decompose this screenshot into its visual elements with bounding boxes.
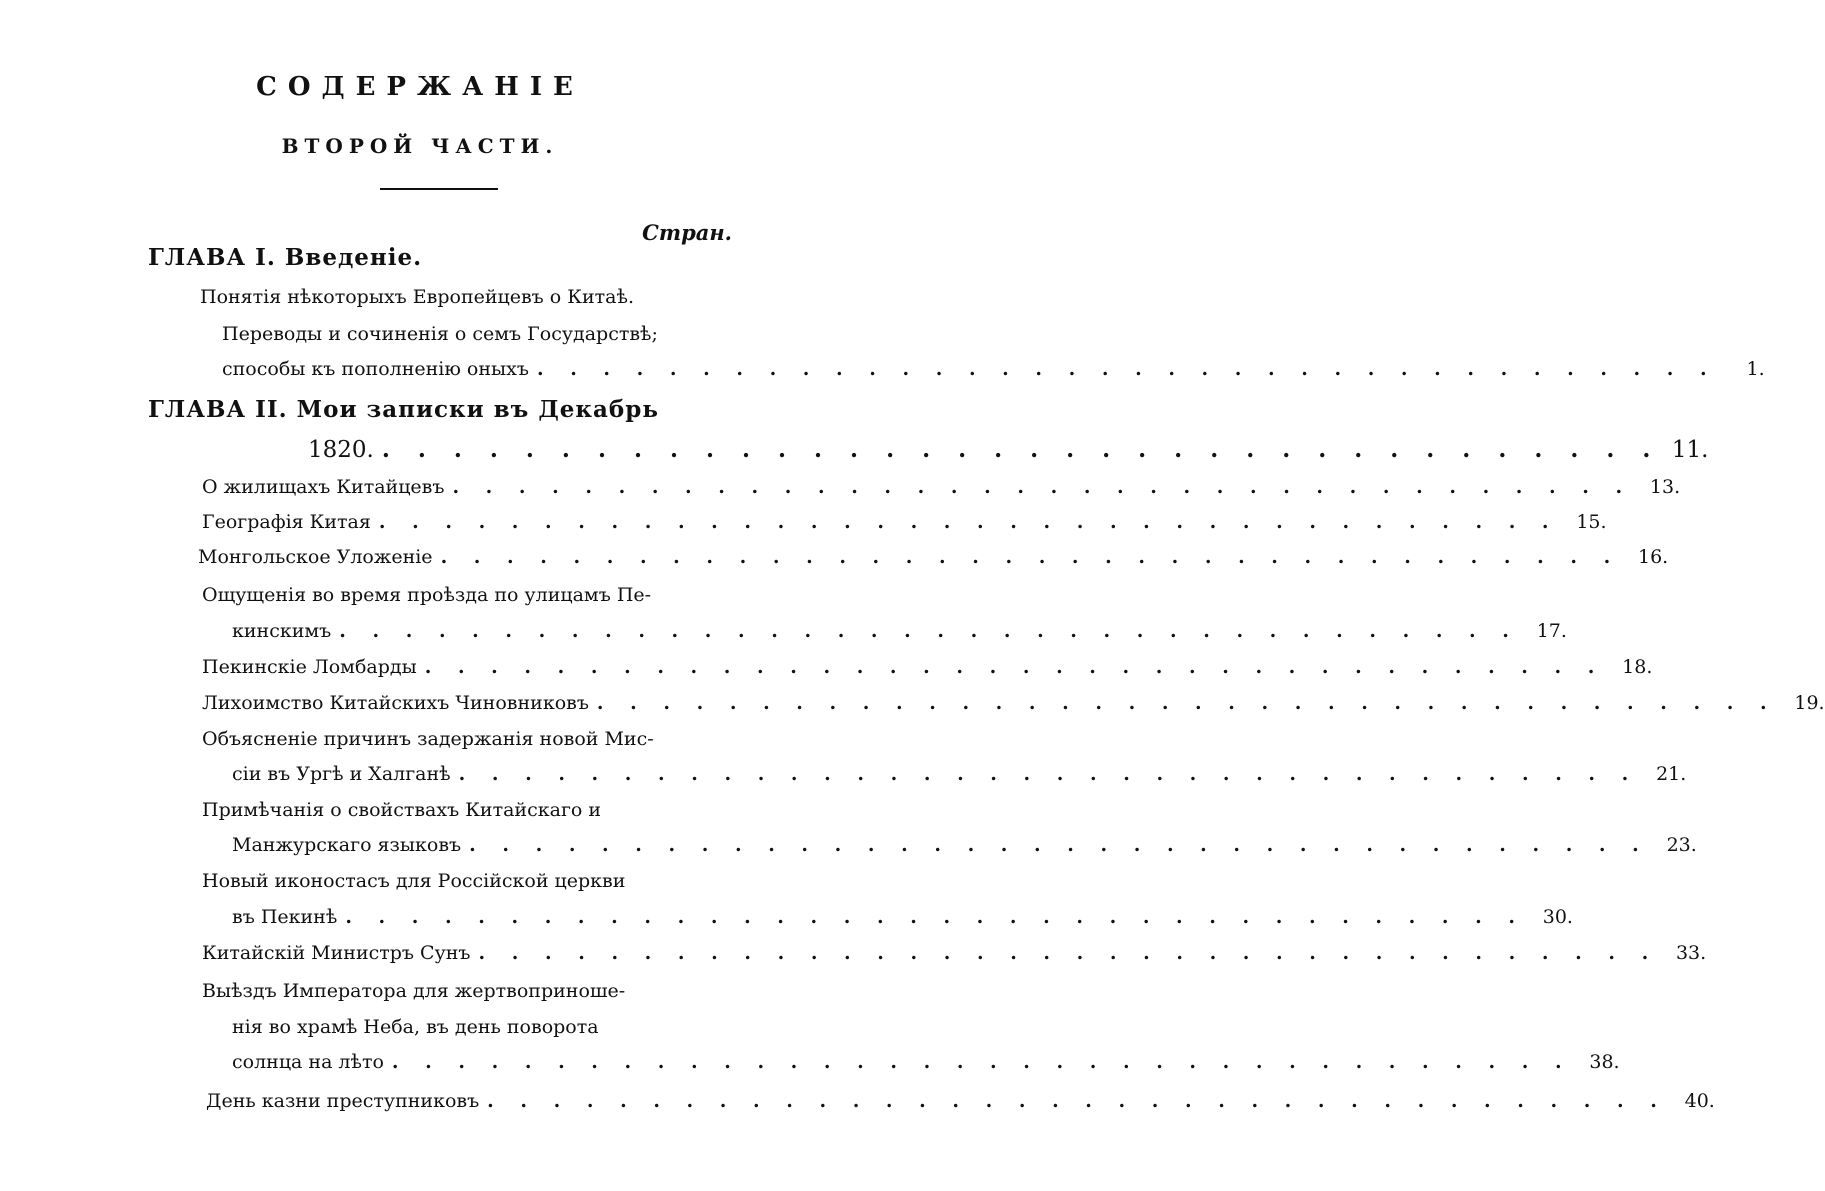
dot-leader: . . . . . . . . . . . . . . . . . . . . . . . . . . . . . . . . . . . . — [478, 942, 1659, 964]
toc-page-number: 19. — [1794, 692, 1825, 714]
chapter-heading — [148, 244, 422, 274]
dot-leader: . . . . . . . . . . . . . . . . . . . . . . . . . . . . . . . . . . . . — [345, 906, 1525, 928]
toc-page-number: 18. — [1622, 656, 1653, 678]
toc-page-number: 16. — [1638, 546, 1669, 568]
chapter-heading — [148, 396, 659, 426]
toc-entry — [202, 584, 651, 614]
toc-entry-text: способы къ пополненію оныхъ — [222, 358, 529, 380]
toc-entry — [200, 286, 634, 316]
toc-page-number: 21. — [1656, 763, 1687, 785]
dot-leader: . . . . . . . . . . . . . . . . . . . . . . . . . . . . . . . . . . . . — [536, 358, 1717, 380]
toc-entry — [232, 620, 1567, 650]
dot-leader: . . . . . . . . . . . . . . . . . . . . . . . . . . . . . . . . . . . . — [339, 620, 1519, 642]
toc-entry-text: Манжурскаго языковъ — [232, 834, 462, 856]
toc-entry — [198, 546, 1669, 576]
toc-page-number: 15. — [1576, 511, 1607, 533]
toc-entry — [202, 476, 1681, 506]
toc-page-number: 17. — [1536, 620, 1567, 642]
toc-entry — [202, 692, 1825, 722]
dot-leader: . . . . . . . . . . . . . . . . . . . . . . . . . . . . . . . . . . . . — [469, 834, 1649, 856]
toc-entry-text: Новый иконостасъ для Россійской церкви — [202, 870, 626, 892]
toc-page-number: 11. — [1671, 437, 1709, 463]
toc-entry — [232, 906, 1573, 936]
toc-subtitle: ВТОРОЙ ЧАСТИ. — [281, 134, 559, 158]
toc-entry — [202, 656, 1653, 686]
toc-entry-text: Монгольское Уложеніе — [198, 546, 433, 568]
toc-entry — [222, 323, 658, 353]
toc-entry — [232, 1016, 599, 1046]
toc-entry — [202, 511, 1607, 541]
toc-page-number: 23. — [1666, 834, 1697, 856]
dot-leader: . . . . . . . . . . . . . . . . . . . . . . . . . . . . . . . . . . . . — [378, 511, 1559, 533]
toc-entry-text: солнца на лѣто — [232, 1051, 384, 1073]
toc-entry-text: Пекинскіе Ломбарды — [202, 656, 417, 678]
toc-entry-text: Понятія нѣкоторыхъ Европейцевъ о Китаѣ. — [200, 286, 634, 308]
toc-entry-text: О жилищахъ Китайцевъ — [202, 476, 445, 498]
toc-entry-text: кинскимъ — [232, 620, 332, 642]
toc-page-number: 38. — [1589, 1051, 1620, 1073]
dot-leader: . . . . . . . . . . . . . . . . . . . . . . . . . . . . . . . . . . . . — [391, 1051, 1572, 1073]
dot-leader: . . . . . . . . . . . . . . . . . . . . . . . . . . . . . . . . . . . . — [452, 476, 1633, 498]
toc-title: СОДЕРЖАНІЕ — [256, 72, 584, 102]
toc-entry-text: 1820. — [308, 437, 374, 463]
toc-page-number: 1. — [1746, 358, 1765, 380]
page-column-header: Стран. — [642, 220, 732, 245]
toc-entry — [232, 834, 1697, 864]
toc-entry-text: Переводы и сочиненія о семъ Государствѣ; — [222, 323, 658, 345]
toc-entry-text: Ощущенія во время проѣзда по улицамъ Пе- — [202, 584, 652, 606]
toc-entry-text: ГЛАВА II. Мои записки въ Декабрь — [148, 396, 659, 423]
toc-page-number: 13. — [1649, 476, 1681, 498]
toc-entry — [202, 942, 1707, 972]
toc-entry — [232, 763, 1687, 793]
dot-leader: . . . . . . . . . . . . . . . . . . . . . . . . . . . . . . . . . . . . — [487, 1090, 1667, 1112]
toc-entry — [232, 1051, 1620, 1081]
toc-entry — [202, 799, 601, 829]
toc-entry — [308, 436, 1709, 466]
toc-entry-text: въ Пекинѣ — [232, 906, 338, 928]
toc-entry-text: Лихоимство Китайскихъ Чиновниковъ — [202, 692, 589, 714]
toc-entry-text: Выѣздъ Императора для жертвоприноше- — [202, 980, 626, 1002]
toc-entry — [202, 980, 625, 1010]
dot-leader: . . . . . . . . . . . . . . . . . . . . . . . . . . . . . . . . . . . . — [424, 656, 1605, 678]
toc-entry — [202, 870, 625, 900]
toc-page-number: 30. — [1542, 906, 1573, 928]
toc-entry-text: День казни преступниковъ — [206, 1090, 480, 1112]
title-rule — [380, 188, 498, 190]
toc-entry-text: Примѣчанія о свойствахъ Китайскаго и — [202, 799, 602, 821]
toc-entry-text: сіи въ Ургѣ и Халганѣ — [232, 763, 451, 785]
toc-entry-text: нія во храмѣ Неба, въ день поворота — [232, 1016, 599, 1038]
toc-entry — [206, 1090, 1715, 1120]
toc-entry — [222, 358, 1765, 388]
dot-leader: . . . . . . . . . . . . . . . . . . . . . . . . . . . . . . . . . . . . — [381, 436, 1661, 463]
toc-page-number: 40. — [1684, 1090, 1715, 1112]
dot-leader: . . . . . . . . . . . . . . . . . . . . . . . . . . . . . . . . . . . . — [440, 546, 1621, 568]
toc-entry-text: Китайскій Министръ Сунъ — [202, 942, 471, 964]
toc-entry-text: ГЛАВА I. Введеніе. — [148, 244, 423, 271]
dot-leader: . . . . . . . . . . . . . . . . . . . . . . . . . . . . . . . . . . . . — [458, 763, 1639, 785]
toc-entry-text: Географія Китая — [202, 511, 371, 533]
dot-leader: . . . . . . . . . . . . . . . . . . . . . . . . . . . . . . . . . . . . — [596, 692, 1777, 714]
toc-page-number: 33. — [1675, 942, 1707, 964]
toc-entry-text: Объясненіе причинъ задержанія новой Мис- — [202, 728, 654, 750]
toc-entry — [202, 728, 654, 758]
